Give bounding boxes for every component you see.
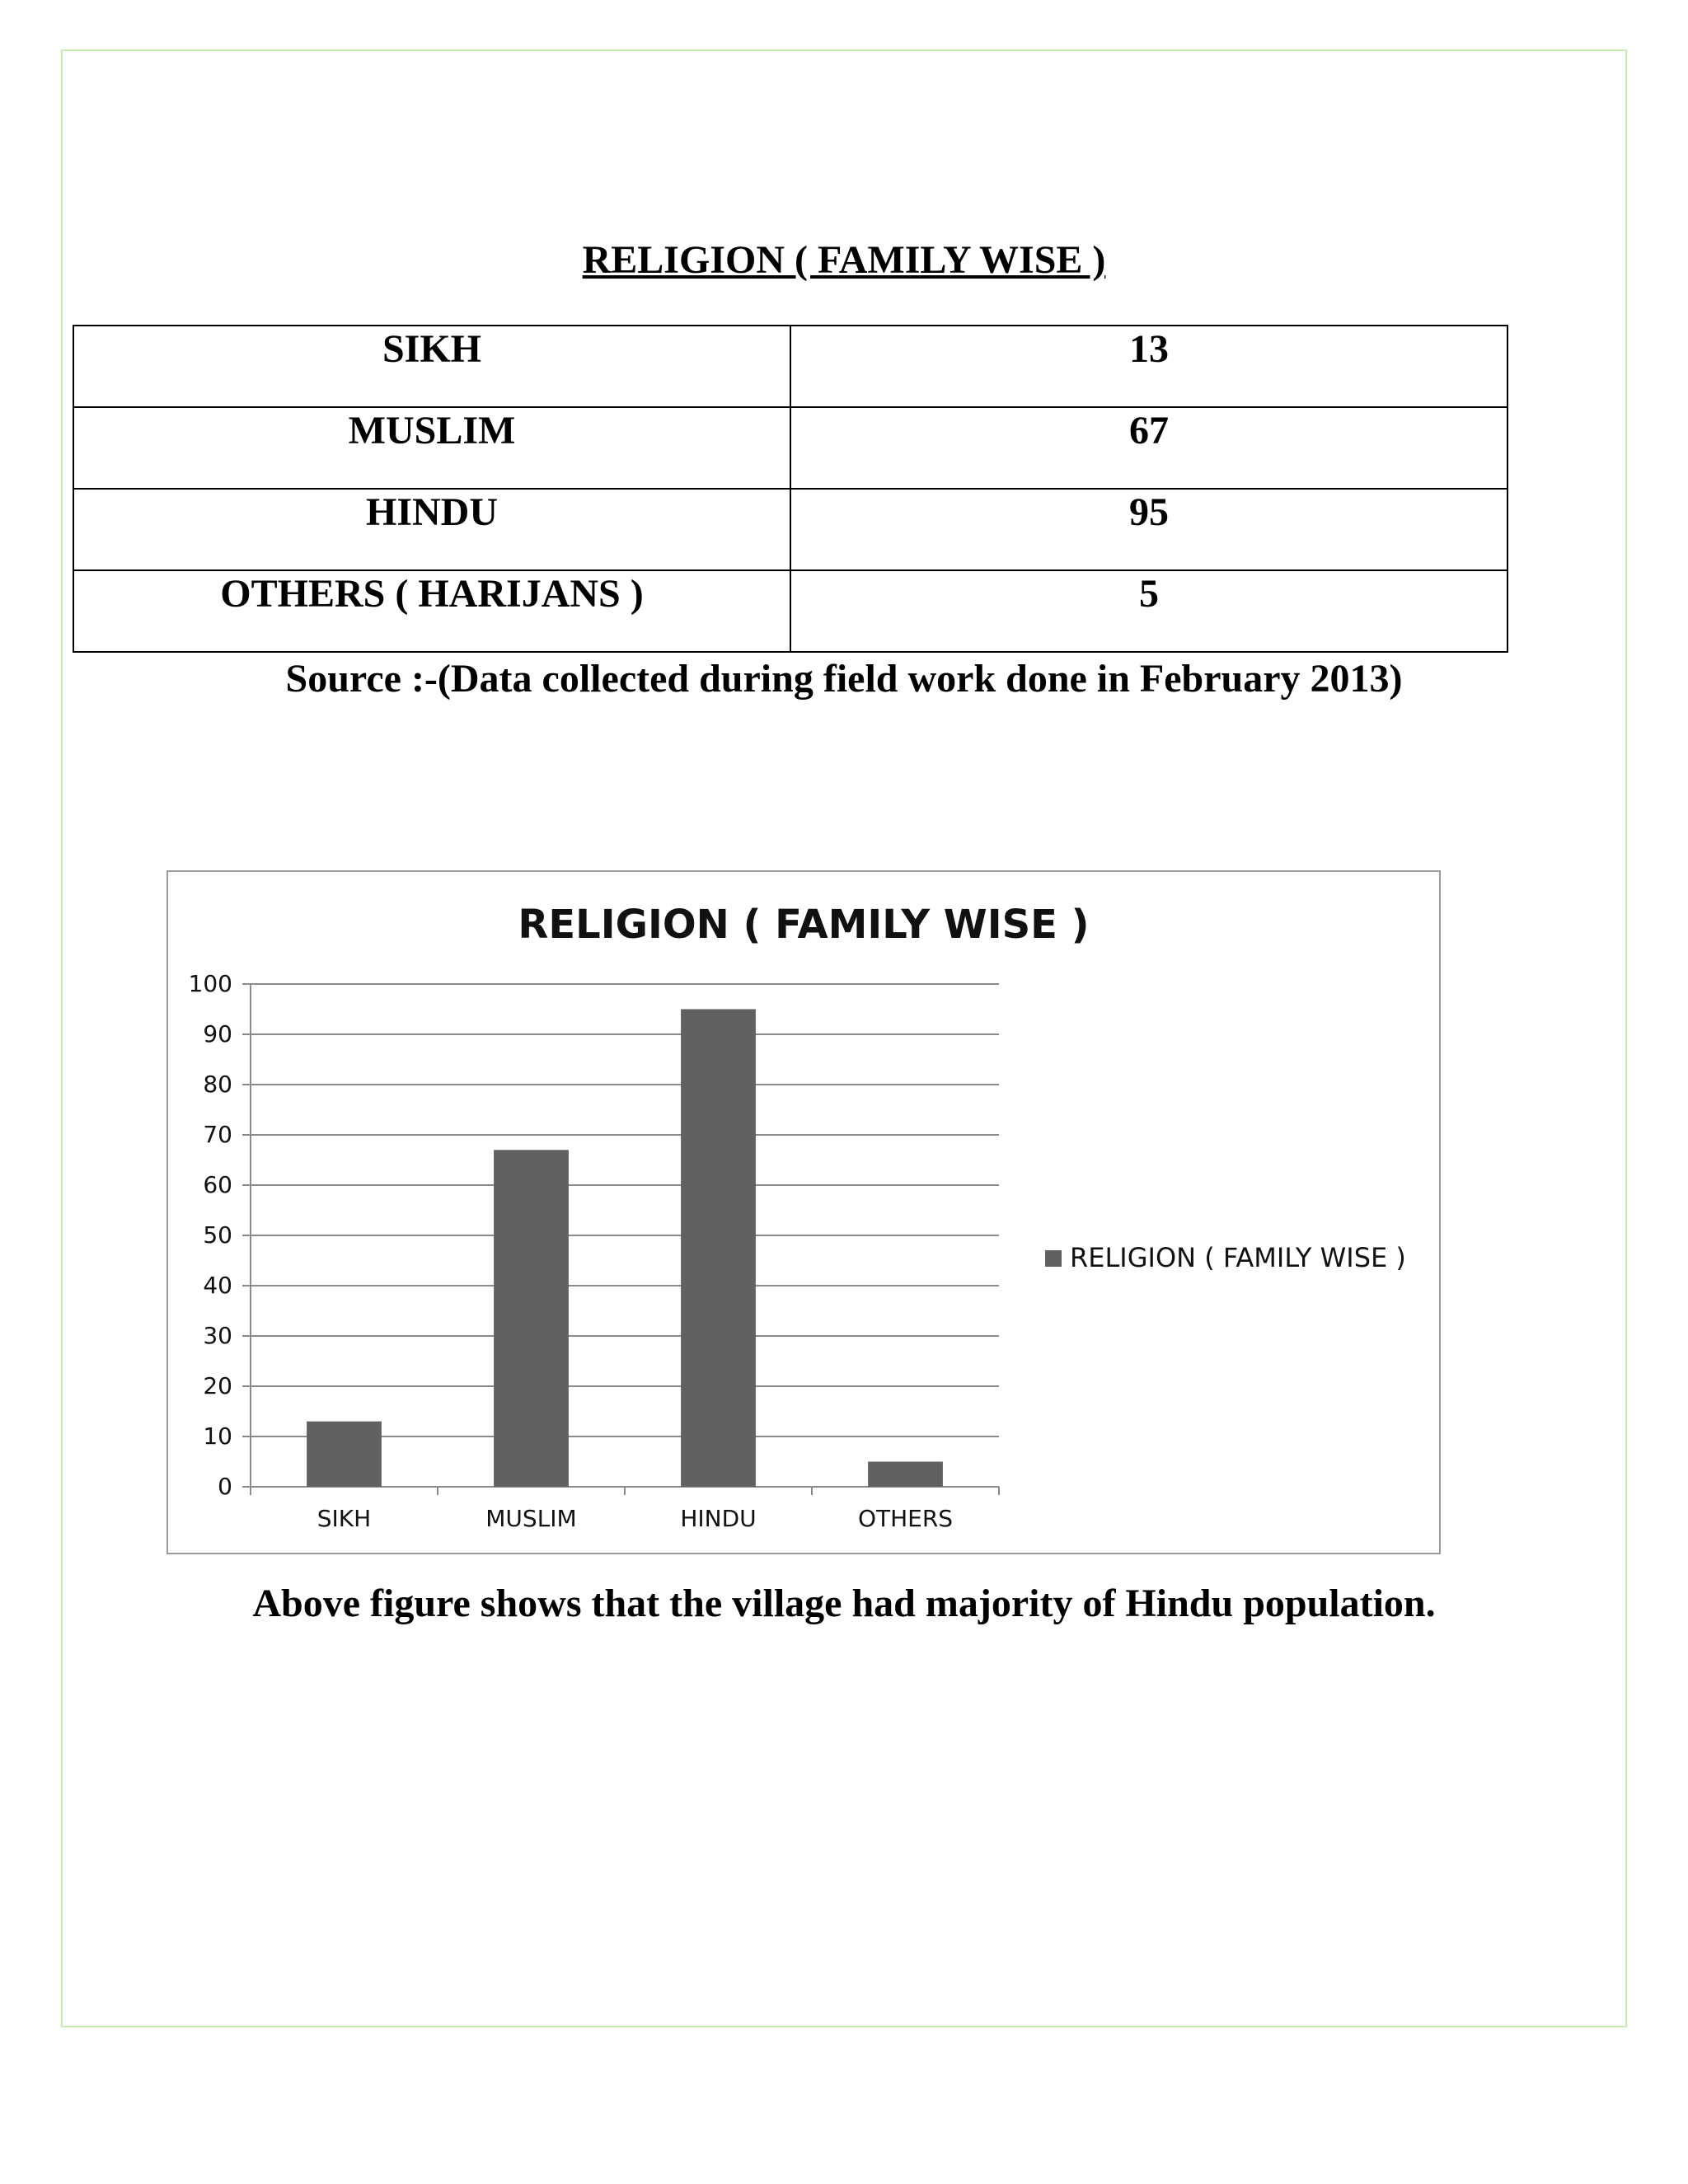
y-tick-label: 80 [203, 1071, 232, 1098]
bar-muslim [494, 1150, 569, 1487]
y-tick-label: 10 [203, 1422, 232, 1450]
y-tick-label: 50 [203, 1221, 232, 1249]
table-cell-label: SIKH [73, 326, 790, 407]
x-tick-label: MUSLIM [485, 1505, 577, 1532]
y-tick-label: 100 [188, 970, 232, 997]
y-tick-label: 20 [203, 1372, 232, 1399]
x-tick-label: OTHERS [857, 1505, 954, 1532]
table-cell-value: 13 [790, 326, 1507, 407]
bar-sikh [307, 1422, 382, 1487]
table-row [73, 489, 1507, 570]
y-tick-label: 90 [203, 1020, 232, 1047]
table-cell-label: MUSLIM [73, 407, 790, 489]
chart-svg [168, 872, 1439, 1553]
table-cell-label: OTHERS ( HARIJANS ) [73, 570, 790, 652]
religion-table [73, 325, 1508, 653]
source-note: Source :-(Data collected during field work done in February 2013) [285, 657, 1403, 701]
x-tick-label: HINDU [680, 1505, 757, 1532]
table-row [73, 570, 1507, 652]
y-tick-label: 40 [203, 1272, 232, 1299]
bar-hindu [681, 1010, 756, 1488]
y-tick-label: 70 [203, 1121, 232, 1148]
y-tick-label: 30 [203, 1322, 232, 1349]
table-cell-value: 67 [790, 407, 1507, 489]
table-row [73, 407, 1507, 489]
table-cell-value: 95 [790, 489, 1507, 570]
chart-title: RELIGION ( FAMILY WISE ) [518, 902, 1090, 948]
figure-caption: Above figure shows that the village had majority of Hindu population. [252, 1582, 1436, 1625]
table-cell-label: HINDU [73, 489, 790, 570]
table-row [73, 326, 1507, 407]
bar-others [868, 1462, 943, 1488]
bar-chart [166, 870, 1441, 1554]
document-title: RELIGION ( FAMILY WISE ) [582, 238, 1106, 282]
y-tick-label: 60 [203, 1171, 232, 1198]
y-tick-label: 0 [218, 1473, 232, 1500]
legend-swatch [1045, 1250, 1062, 1267]
legend-label: RELIGION ( FAMILY WISE ) [1070, 1242, 1406, 1273]
x-tick-label: SIKH [316, 1505, 372, 1532]
table-cell-value: 5 [790, 570, 1507, 652]
